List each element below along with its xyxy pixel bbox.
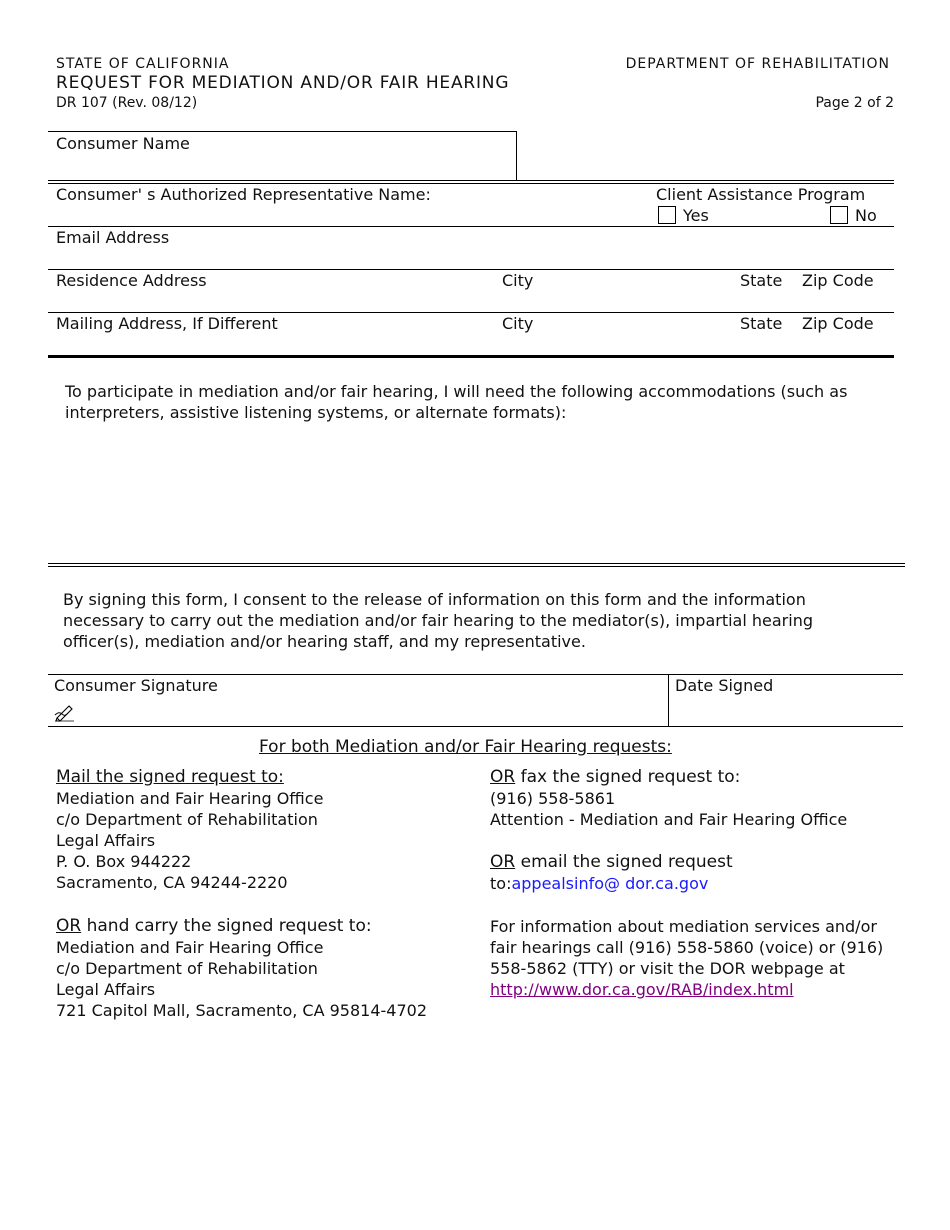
info-text: For information about mediation services and/or fair hearings call (916) 558-5860 (voice) or (916) 558-5862 (TTY) or visit the DOR webpage at http://www.dor.ca.gov/RAB/index.html: [490, 917, 884, 999]
consent-text: By signing this form, I consent to the release of information on this form and the information necessary to carry out the mediation and/or fair hearing to the mediator(s), impartial hearing officer(s), mediation and/or hearing staff, and my representative.: [63, 590, 813, 651]
mailing-zip-label: Zip Code: [802, 314, 874, 333]
fax-instructions: OR fax the signed request to: (916) 558-5861 Attention - Mediation and Fair Hearing Office: [490, 767, 848, 829]
form-title: REQUEST FOR MEDIATION AND/OR FAIR HEARING: [56, 73, 510, 93]
pen-signature-icon: [54, 702, 76, 722]
cap-yes-label: Yes: [683, 206, 709, 225]
consumer-signature-field[interactable]: [80, 698, 660, 722]
consumer-name-label: Consumer Name: [56, 134, 190, 153]
department-label: DEPARTMENT OF REHABILITATION: [625, 56, 890, 72]
hand-carry-instructions: OR hand carry the signed request to: Mediation and Fair Hearing Office c/o Department of Rehabilitation Legal Affairs 721 Capitol Mall, Sacramento, CA 95814-4702: [56, 916, 428, 1020]
date-signed-field[interactable]: [675, 698, 895, 722]
state-label: STATE OF CALIFORNIA: [56, 56, 230, 72]
consumer-name-field[interactable]: [56, 156, 506, 178]
cap-label: Client Assistance Program: [656, 185, 866, 204]
residence-zip-label: Zip Code: [802, 271, 874, 290]
rep-name-field[interactable]: [56, 206, 616, 224]
mailing-city-label: City: [502, 314, 534, 333]
cap-no-checkbox[interactable]: [830, 206, 848, 224]
mail-heading: Mail the signed request to:: [56, 767, 284, 787]
page-number: Page 2 of 2: [815, 95, 894, 111]
email-field[interactable]: [56, 249, 886, 267]
residence-state-label: State: [740, 271, 783, 290]
email-label: Email Address: [56, 228, 170, 247]
accommodations-field[interactable]: [65, 430, 895, 555]
mailing-address-field[interactable]: [56, 335, 886, 353]
email-instructions: OR email the signed request to:appealsinfo@ dor.ca.gov: [490, 852, 733, 893]
mailing-address-label: Mailing Address, If Different: [56, 314, 278, 333]
residence-city-label: City: [502, 271, 534, 290]
cap-no-label: No: [855, 206, 877, 225]
instructions-heading: For both Mediation and/or Fair Hearing requests:: [259, 737, 672, 757]
dor-webpage-link[interactable]: http://www.dor.ca.gov/RAB/index.html: [490, 980, 794, 999]
mail-instructions: Mail the signed request to: Mediation and Fair Hearing Office c/o Department of Rehabilitation Legal Affairs P. O. Box 944222 Sacramento, CA 94244-2220: [56, 767, 324, 892]
accommodations-text: To participate in mediation and/or fair hearing, I will need the following accommodations (such as interpreters, assistive listening systems, or alternate formats):: [65, 382, 848, 422]
consumer-signature-label: Consumer Signature: [54, 676, 218, 695]
cap-yes-checkbox[interactable]: [658, 206, 676, 224]
mailing-state-label: State: [740, 314, 783, 333]
residence-address-field[interactable]: [56, 292, 886, 310]
form-number: DR 107 (Rev. 08/12): [56, 95, 198, 111]
rep-name-label: Consumer' s Authorized Representative Name:: [56, 185, 431, 204]
date-signed-label: Date Signed: [675, 676, 774, 695]
residence-address-label: Residence Address: [56, 271, 207, 290]
email-link[interactable]: appealsinfo@ dor.ca.gov: [511, 874, 709, 893]
